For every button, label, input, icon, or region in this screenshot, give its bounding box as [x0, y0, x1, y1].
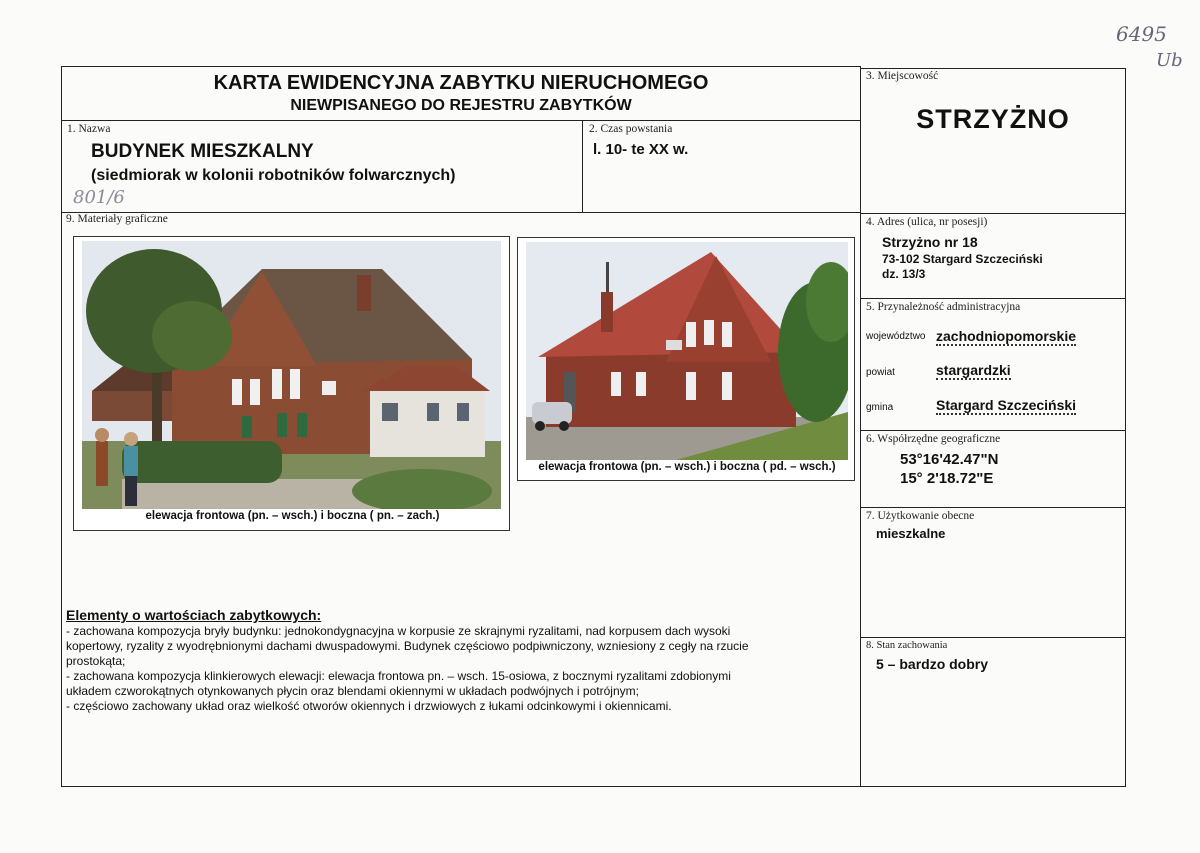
longitude-value: 15° 2'18.72"E	[900, 470, 994, 487]
stan-box	[860, 638, 1126, 787]
photo2-frame	[517, 237, 855, 481]
stan-value: 5 – bardzo dobry	[876, 656, 989, 672]
czas-value: l. 10- te XX w.	[593, 141, 689, 158]
adres-line2: 73-102 Stargard Szczeciński	[882, 252, 1043, 266]
uzytkowanie-label: 7. Użytkowanie obecne	[866, 510, 975, 522]
stan-label: 8. Stan zachowania	[866, 640, 948, 651]
photo2-caption: elewacja frontowa (pn. – wsch.) i boczna ( pd. – wsch.)	[538, 461, 836, 473]
miejscowosc-value: STRZYŻNO	[916, 104, 1070, 134]
przynaleznosc-label: 5. Przynależność administracyjna	[866, 301, 1021, 313]
elementy-line: kopertowy, ryzality z wyodrębnionymi dachami dwuspadowymi. Budynek częściowo podpiwniczony, wzniesiony z cegły na rzucie	[66, 639, 749, 653]
title-box	[61, 66, 861, 121]
photo1-frame	[73, 236, 510, 531]
gmina-value: Stargard Szczeciński	[936, 397, 1077, 413]
elementy-section	[66, 607, 856, 714]
elementy-heading: Elementy o wartościach zabytkowych:	[66, 607, 322, 623]
corner-note-number: 6495	[1116, 22, 1167, 46]
adres-label: 4. Adres (ulica, nr posesji)	[866, 216, 988, 228]
uzytkowanie-value: mieszkalne	[876, 526, 946, 541]
nazwa-subtitle: (siedmiorak w kolonii robotników folwarcznych)	[91, 167, 456, 184]
czas-box	[583, 121, 861, 213]
nazwa-box	[61, 121, 583, 213]
photo2-image	[526, 242, 848, 460]
powiat-value: stargardzki	[936, 362, 1011, 378]
elementy-line: - zachowana kompozycja klinkierowych elewacji: elewacja frontowa pn. – wsch. 15-osiowa, z bocznymi ryzalitami zdobionymi	[66, 669, 731, 683]
nazwa-label: 1. Nazwa	[67, 123, 111, 135]
adres-line3: dz. 13/3	[882, 267, 926, 281]
gmina-label: gmina	[866, 402, 894, 413]
photo1-image	[82, 241, 501, 509]
elementy-line: - zachowana kompozycja bryły budynku: jednokondygnacyjna w korpusie ze skrajnymi ryzalitami, nad korpusem dach wysoki	[66, 624, 731, 638]
czas-label: 2. Czas powstania	[589, 123, 673, 135]
nazwa-value: BUDYNEK MIESZKALNY	[91, 141, 314, 162]
miejscowosc-box	[860, 68, 1126, 214]
elementy-line: układem czworokątnych otynkowanych płycin oraz blendami okiennymi w układach podwójnych i potrójnym;	[66, 684, 639, 698]
wojewodztwo-label: województwo	[866, 331, 926, 342]
przynaleznosc-box	[860, 299, 1126, 431]
photo1-caption: elewacja frontowa (pn. – wsch.) i boczna ( pn. – zach.)	[145, 510, 440, 522]
page-title: KARTA EWIDENCYJNA ZABYTKU NIERUCHOMEGO	[213, 72, 709, 94]
nazwa-handwritten-note: 801/6	[73, 187, 125, 208]
wojewodztwo-value: zachodniopomorskie	[936, 328, 1077, 344]
uzytkowanie-box	[860, 508, 1126, 638]
powiat-label: powiat	[866, 367, 895, 378]
corner-note-initials: Ub	[1156, 50, 1183, 71]
page-subtitle: NIEWPISANEGO DO REJESTRU ZABYTKÓW	[290, 97, 632, 114]
miejscowosc-label: 3. Miejscowość	[866, 70, 939, 82]
latitude-value: 53°16'42.47"N	[900, 451, 999, 468]
wspolrzedne-box	[860, 431, 1126, 508]
materialy-label: 9. Materiały graficzne	[66, 213, 168, 225]
elementy-line: prostokąta;	[66, 654, 126, 668]
adres-box	[860, 214, 1126, 299]
wspolrzedne-label: 6. Współrzędne geograficzne	[866, 433, 1001, 445]
adres-line1: Strzyżno nr 18	[882, 234, 978, 250]
elementy-line: - częściowo zachowany układ oraz wielkość otworów okiennych i drzwiowych z łukami odcinkowymi i okiennicami.	[66, 699, 672, 713]
